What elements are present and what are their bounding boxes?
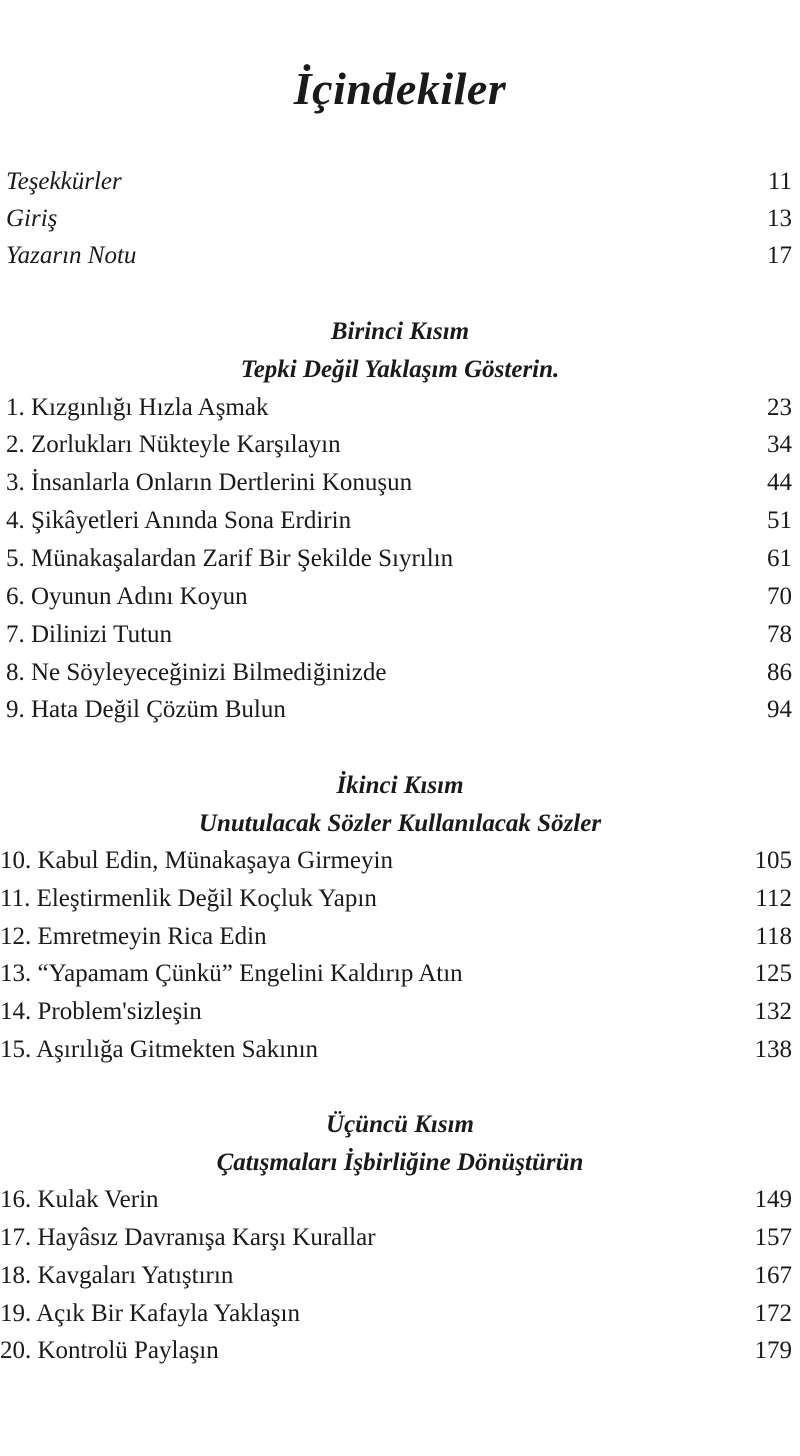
chapter-label: 7. Dilinizi Tutun	[6, 621, 173, 648]
chapter-label: 14. Problem'sizleşin	[0, 998, 202, 1025]
chapter-page: 94	[767, 696, 792, 723]
chapter-page: 61	[767, 545, 792, 572]
chapter-label: 15. Aşırılığa Gitmekten Sakının	[0, 1036, 319, 1063]
part-title: Çatışmaları İşbirliğine Dönüştürün	[216, 1149, 584, 1176]
chapter-entry	[6, 617, 796, 653]
toc-entry	[6, 238, 796, 274]
chapter-label: 17. Hayâsız Davranışa Karşı Kurallar	[0, 1224, 376, 1251]
part-label: Birinci Kısım	[330, 318, 470, 345]
toc-entry-label: Yazarın Notu	[6, 242, 137, 269]
chapter-entry	[6, 541, 796, 577]
chapter-entry	[0, 1333, 796, 1369]
chapter-page: 51	[767, 507, 792, 534]
chapter-entry	[6, 692, 796, 728]
chapter-entry	[6, 390, 796, 426]
chapter-page: 112	[755, 885, 792, 912]
chapter-label: 9. Hata Değil Çözüm Bulun	[6, 696, 286, 723]
chapter-page: 23	[767, 394, 792, 421]
chapter-label: 19. Açık Bir Kafayla Yaklaşın	[0, 1300, 300, 1327]
chapter-entry	[6, 655, 796, 691]
chapter-page: 132	[754, 998, 792, 1025]
chapter-label: 1. Kızgınlığı Hızla Aşmak	[6, 394, 269, 421]
chapter-label: 6. Oyunun Adını Koyun	[6, 583, 248, 610]
chapter-page: 78	[767, 621, 792, 648]
toc-entry-page: 17	[767, 242, 792, 269]
chapter-entry	[0, 1296, 796, 1332]
chapter-label: 18. Kavgaları Yatıştırın	[0, 1262, 234, 1289]
chapter-label: 10. Kabul Edin, Münakaşaya Girmeyin	[0, 847, 393, 874]
chapter-entry	[0, 843, 796, 879]
chapter-label: 2. Zorlukları Nükteyle Karşılayın	[6, 431, 341, 458]
chapter-label: 8. Ne Söyleyeceğinizi Bilmediğinizde	[6, 659, 387, 686]
toc-entry-label: Giriş	[6, 205, 58, 232]
chapter-page: 149	[754, 1186, 792, 1213]
chapter-entry	[6, 427, 796, 463]
chapter-entry	[0, 1258, 796, 1294]
chapter-entry	[6, 579, 796, 615]
chapter-page: 138	[754, 1036, 792, 1063]
chapter-entry	[0, 1032, 796, 1068]
chapter-page: 34	[767, 431, 792, 458]
chapter-entry	[6, 503, 796, 539]
chapter-label: 4. Şikâyetleri Anında Sona Erdirin	[6, 507, 352, 534]
chapter-page: 86	[767, 659, 792, 686]
chapter-page: 125	[754, 960, 792, 987]
chapter-page: 118	[755, 923, 792, 950]
chapter-page: 167	[754, 1262, 792, 1289]
chapter-label: 5. Münakaşalardan Zarif Bir Şekilde Sıyrılın	[6, 545, 454, 572]
part-label: İkinci Kısım	[336, 772, 464, 799]
chapter-label: 20. Kontrolü Paylaşın	[0, 1337, 219, 1364]
chapter-entry	[0, 994, 796, 1030]
chapter-page: 172	[754, 1300, 792, 1327]
chapter-page: 179	[754, 1337, 792, 1364]
toc-entry-page: 11	[767, 168, 792, 195]
chapter-entry	[6, 465, 796, 501]
chapter-page: 157	[754, 1224, 792, 1251]
toc-entry-page: 13	[767, 205, 792, 232]
part-title: Tepki Değil Yaklaşım Gösterin.	[240, 356, 560, 383]
page-title: İçindekiler	[293, 63, 507, 114]
chapter-label: 12. Emretmeyin Rica Edin	[0, 923, 267, 950]
chapter-entry	[0, 1182, 796, 1218]
chapter-label: 11. Eleştirmenlik Değil Koçluk Yapın	[0, 885, 377, 912]
part-label: Üçüncü Kısım	[326, 1111, 474, 1138]
chapter-label: 13. “Yapamam Çünkü” Engelini Kaldırıp Atın	[0, 960, 463, 987]
chapter-entry	[0, 881, 796, 917]
toc-entry-label: Teşekkürler	[6, 168, 122, 195]
chapter-page: 70	[767, 583, 792, 610]
chapter-label: 3. İnsanlarla Onların Dertlerini Konuşun	[6, 469, 413, 496]
chapter-page: 44	[767, 469, 792, 496]
chapter-entry	[0, 956, 796, 992]
part-title: Unutulacak Sözler Kullanılacak Sözler	[198, 810, 602, 837]
chapter-entry	[0, 1220, 796, 1256]
chapter-page: 105	[754, 847, 792, 874]
toc-entry	[6, 164, 796, 200]
chapter-entry	[0, 919, 796, 955]
chapter-label: 16. Kulak Verin	[0, 1186, 159, 1213]
toc-entry	[6, 201, 796, 237]
